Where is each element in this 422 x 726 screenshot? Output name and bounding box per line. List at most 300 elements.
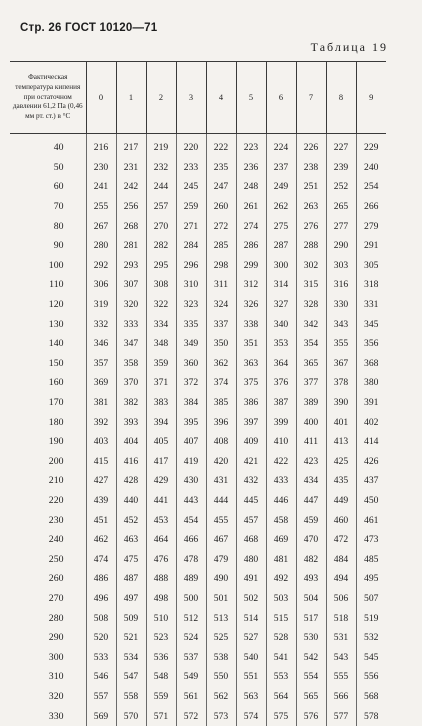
value-cell: 302	[296, 256, 326, 276]
value-cell: 420	[206, 452, 236, 472]
value-cell: 428	[116, 471, 146, 491]
value-cell: 474	[86, 549, 116, 569]
value-cell: 563	[236, 687, 266, 707]
value-cell: 517	[296, 608, 326, 628]
value-cell: 322	[146, 295, 176, 315]
value-cell: 482	[296, 549, 326, 569]
value-cell: 232	[146, 158, 176, 178]
temperature-cell: 110	[10, 275, 86, 295]
value-cell: 247	[206, 177, 236, 197]
value-cell: 513	[206, 608, 236, 628]
value-cell: 391	[364, 397, 379, 409]
temperature-cell: 310	[10, 667, 86, 687]
value-cell: 490	[206, 569, 236, 589]
page-header: Стр. 26 ГОСТ 10120—71	[20, 22, 158, 34]
column-header: 4	[206, 62, 236, 134]
value-cell: 565	[296, 687, 326, 707]
value-cell: 245	[176, 177, 206, 197]
temperature-cell: 300	[10, 647, 86, 667]
table-row	[10, 354, 386, 374]
temperature-cell: 320	[10, 687, 86, 707]
value-cell: 230	[86, 158, 116, 178]
value-cell: 257	[146, 197, 176, 217]
value-cell: 553	[266, 667, 296, 687]
table-row	[10, 471, 386, 491]
value-cell: 574	[236, 706, 266, 726]
value-cell: 370	[116, 373, 146, 393]
value-cell: 274	[236, 216, 266, 236]
value-cell: 293	[116, 256, 146, 276]
value-cell: 440	[116, 491, 146, 511]
value-cell: 416	[116, 452, 146, 472]
value-cell: 351	[236, 334, 266, 354]
table-row	[10, 177, 386, 197]
temperature-cell: 60	[10, 177, 86, 197]
value-cell: 216	[86, 134, 116, 158]
value-cell: 531	[326, 628, 356, 648]
temperature-cell: 140	[10, 334, 86, 354]
temperature-cell: 120	[10, 295, 86, 315]
temperature-cell: 240	[10, 530, 86, 550]
value-cell: 486	[86, 569, 116, 589]
value-cell: 363	[236, 354, 266, 374]
value-cell: 227	[326, 134, 356, 158]
table-row	[10, 647, 386, 667]
value-cell: 432	[236, 471, 266, 491]
value-cell: 281	[116, 236, 146, 256]
value-cell: 534	[116, 647, 146, 667]
value-cell: 350	[206, 334, 236, 354]
value-cell: 543	[326, 647, 356, 667]
value-cell: 392	[86, 412, 116, 432]
value-cell: 532	[364, 632, 379, 644]
value-cell: 467	[206, 530, 236, 550]
value-cell: 433	[266, 471, 296, 491]
table-row	[10, 628, 386, 648]
value-cell: 469	[266, 530, 296, 550]
value-cell: 569	[86, 706, 116, 726]
value-cell: 498	[146, 589, 176, 609]
table-row	[10, 589, 386, 609]
column-header: 0	[86, 62, 116, 134]
temperature-cell: 210	[10, 471, 86, 491]
value-cell: 475	[116, 549, 146, 569]
value-cell: 459	[296, 510, 326, 530]
temperature-cell: 230	[10, 510, 86, 530]
value-cell: 290	[326, 236, 356, 256]
temperature-cell: 40	[10, 134, 86, 158]
value-cell: 400	[296, 412, 326, 432]
value-cell: 381	[86, 393, 116, 413]
temperature-cell: 150	[10, 354, 86, 374]
value-cell: 512	[176, 608, 206, 628]
value-cell: 501	[206, 589, 236, 609]
value-cell: 310	[176, 275, 206, 295]
column-header: 5	[236, 62, 266, 134]
column-header: 3	[176, 62, 206, 134]
table-row	[10, 134, 386, 158]
value-cell: 384	[176, 393, 206, 413]
value-cell: 495	[364, 573, 379, 585]
value-cell: 410	[266, 432, 296, 452]
value-cell: 408	[206, 432, 236, 452]
value-cell: 525	[206, 628, 236, 648]
value-cell: 403	[86, 432, 116, 452]
value-cell: 345	[364, 318, 379, 330]
value-cell: 401	[326, 412, 356, 432]
value-cell: 425	[326, 452, 356, 472]
value-cell: 562	[206, 687, 236, 707]
value-cell: 355	[326, 334, 356, 354]
value-cell: 346	[86, 334, 116, 354]
value-cell: 480	[236, 549, 266, 569]
value-cell: 316	[326, 275, 356, 295]
value-cell: 299	[236, 256, 266, 276]
value-cell: 520	[86, 628, 116, 648]
value-cell: 496	[86, 589, 116, 609]
value-cell: 255	[86, 197, 116, 217]
temperature-cell: 80	[10, 216, 86, 236]
value-cell: 376	[266, 373, 296, 393]
value-cell: 359	[146, 354, 176, 374]
value-cell: 454	[176, 510, 206, 530]
value-cell: 422	[266, 452, 296, 472]
value-cell: 431	[206, 471, 236, 491]
value-cell: 551	[236, 667, 266, 687]
table-row	[10, 216, 386, 236]
value-cell: 549	[176, 667, 206, 687]
value-cell: 285	[206, 236, 236, 256]
temperature-cell: 170	[10, 393, 86, 413]
table-row	[10, 158, 386, 178]
value-cell: 337	[206, 314, 236, 334]
value-cell: 279	[364, 220, 379, 232]
value-cell: 515	[266, 608, 296, 628]
value-cell: 277	[326, 216, 356, 236]
value-cell: 492	[266, 569, 296, 589]
value-cell: 533	[86, 647, 116, 667]
value-cell: 399	[266, 412, 296, 432]
value-cell: 554	[296, 667, 326, 687]
value-cell: 254	[364, 181, 379, 193]
table-row	[10, 687, 386, 707]
value-cell: 347	[116, 334, 146, 354]
table-row	[10, 256, 386, 276]
value-cell: 464	[146, 530, 176, 550]
value-cell: 396	[206, 412, 236, 432]
value-cell: 307	[116, 275, 146, 295]
value-cell: 462	[86, 530, 116, 550]
value-cell: 360	[176, 354, 206, 374]
value-cell: 262	[266, 197, 296, 217]
value-cell: 386	[236, 393, 266, 413]
value-cell: 224	[266, 134, 296, 158]
value-cell: 256	[116, 197, 146, 217]
table-row	[10, 236, 386, 256]
value-cell: 537	[176, 647, 206, 667]
value-cell: 455	[206, 510, 236, 530]
value-cell: 419	[176, 452, 206, 472]
value-cell: 328	[296, 295, 326, 315]
value-cell: 303	[326, 256, 356, 276]
value-cell: 362	[206, 354, 236, 374]
value-cell: 429	[146, 471, 176, 491]
value-cell: 235	[206, 158, 236, 178]
value-cell: 291	[364, 240, 379, 252]
value-cell: 354	[296, 334, 326, 354]
value-cell: 415	[86, 452, 116, 472]
value-cell: 524	[176, 628, 206, 648]
value-cell: 508	[86, 608, 116, 628]
value-cell: 372	[176, 373, 206, 393]
temperature-cell: 100	[10, 256, 86, 276]
value-cell: 540	[236, 647, 266, 667]
value-cell: 445	[236, 491, 266, 511]
value-cell: 449	[326, 491, 356, 511]
table-row	[10, 295, 386, 315]
value-cell: 405	[146, 432, 176, 452]
value-cell: 311	[206, 275, 236, 295]
temperature-cell: 270	[10, 589, 86, 609]
value-cell: 521	[116, 628, 146, 648]
value-cell: 478	[176, 549, 206, 569]
value-cell: 238	[296, 158, 326, 178]
temperature-cell: 200	[10, 452, 86, 472]
value-cell: 268	[116, 216, 146, 236]
value-cell: 282	[146, 236, 176, 256]
value-cell: 479	[206, 549, 236, 569]
value-cell: 550	[206, 667, 236, 687]
value-cell: 413	[326, 432, 356, 452]
value-cell: 375	[236, 373, 266, 393]
value-cell: 390	[326, 393, 356, 413]
value-cell: 447	[296, 491, 326, 511]
value-cell: 348	[146, 334, 176, 354]
value-cell: 226	[296, 134, 326, 158]
table-row	[10, 334, 386, 354]
value-cell: 443	[176, 491, 206, 511]
value-cell: 237	[266, 158, 296, 178]
value-cell: 271	[176, 216, 206, 236]
value-cell: 340	[266, 314, 296, 334]
value-cell: 545	[364, 651, 379, 663]
value-cell: 343	[326, 314, 356, 334]
value-cell: 364	[266, 354, 296, 374]
value-cell: 296	[176, 256, 206, 276]
value-cell: 457	[236, 510, 266, 530]
value-cell: 272	[206, 216, 236, 236]
value-cell: 461	[364, 514, 379, 526]
value-cell: 489	[176, 569, 206, 589]
temperature-column-header: Фактическая температура кипения при остаточном давлении 61,2 Па (0,46 мм рт. ст.) в °С	[10, 62, 86, 134]
temperature-cell: 50	[10, 158, 86, 178]
table-row	[10, 510, 386, 530]
value-cell: 242	[116, 177, 146, 197]
value-cell: 395	[176, 412, 206, 432]
value-cell: 444	[206, 491, 236, 511]
value-cell: 380	[364, 377, 379, 389]
value-cell: 437	[364, 475, 379, 487]
temperature-cell: 130	[10, 314, 86, 334]
value-cell: 404	[116, 432, 146, 452]
column-header: 6	[266, 62, 296, 134]
value-cell: 470	[296, 530, 326, 550]
value-cell: 510	[146, 608, 176, 628]
value-cell: 387	[266, 393, 296, 413]
value-cell: 450	[364, 494, 379, 506]
value-cell: 541	[266, 647, 296, 667]
temperature-cell: 180	[10, 412, 86, 432]
value-cell: 259	[176, 197, 206, 217]
value-cell: 332	[86, 314, 116, 334]
table-row	[10, 314, 386, 334]
temperature-cell: 90	[10, 236, 86, 256]
value-cell: 287	[266, 236, 296, 256]
value-cell: 266	[364, 201, 379, 213]
column-header: 7	[296, 62, 326, 134]
value-cell: 284	[176, 236, 206, 256]
table-row	[10, 412, 386, 432]
temperature-cell: 160	[10, 373, 86, 393]
temperature-cell: 260	[10, 569, 86, 589]
value-cell: 568	[364, 690, 379, 702]
table-body	[10, 134, 386, 726]
temperature-cell: 330	[10, 706, 86, 726]
value-cell: 267	[86, 216, 116, 236]
value-cell: 393	[116, 412, 146, 432]
value-cell: 402	[364, 416, 379, 428]
temperature-cell: 70	[10, 197, 86, 217]
value-cell: 547	[116, 667, 146, 687]
value-cell: 356	[364, 338, 379, 350]
value-cell: 556	[364, 671, 379, 683]
value-cell: 476	[146, 549, 176, 569]
value-cell: 481	[266, 549, 296, 569]
value-cell: 494	[326, 569, 356, 589]
value-cell: 523	[146, 628, 176, 648]
column-header: 9	[356, 62, 386, 134]
temperature-cell: 220	[10, 491, 86, 511]
value-cell: 365	[296, 354, 326, 374]
value-cell: 349	[176, 334, 206, 354]
value-cell: 487	[116, 569, 146, 589]
value-cell: 385	[206, 393, 236, 413]
value-cell: 497	[116, 589, 146, 609]
value-cell: 466	[176, 530, 206, 550]
value-cell: 397	[236, 412, 266, 432]
value-cell: 421	[236, 452, 266, 472]
value-cell: 374	[206, 373, 236, 393]
value-cell: 295	[146, 256, 176, 276]
value-cell: 566	[326, 687, 356, 707]
value-cell: 265	[326, 197, 356, 217]
value-cell: 342	[296, 314, 326, 334]
value-cell: 314	[266, 275, 296, 295]
value-cell: 286	[236, 236, 266, 256]
value-cell: 327	[266, 295, 296, 315]
value-cell: 441	[146, 491, 176, 511]
value-cell: 323	[176, 295, 206, 315]
value-cell: 577	[326, 706, 356, 726]
value-cell: 527	[236, 628, 266, 648]
value-cell: 407	[176, 432, 206, 452]
value-cell: 564	[266, 687, 296, 707]
value-cell: 270	[146, 216, 176, 236]
value-cell: 557	[86, 687, 116, 707]
value-cell: 558	[116, 687, 146, 707]
table-caption: Таблица 19	[310, 40, 388, 54]
table-row	[10, 549, 386, 569]
value-cell: 503	[266, 589, 296, 609]
value-cell: 530	[296, 628, 326, 648]
value-cell: 223	[236, 134, 266, 158]
value-cell: 435	[326, 471, 356, 491]
value-cell: 502	[236, 589, 266, 609]
value-cell: 280	[86, 236, 116, 256]
value-cell: 555	[326, 667, 356, 687]
value-cell: 561	[176, 687, 206, 707]
value-cell: 507	[364, 592, 379, 604]
value-cell: 463	[116, 530, 146, 550]
value-cell: 528	[266, 628, 296, 648]
value-cell: 575	[266, 706, 296, 726]
temperature-cell: 190	[10, 432, 86, 452]
value-cell: 573	[206, 706, 236, 726]
temperature-cell: 280	[10, 608, 86, 628]
value-cell: 434	[296, 471, 326, 491]
value-cell: 306	[86, 275, 116, 295]
value-cell: 334	[146, 314, 176, 334]
table-row	[10, 667, 386, 687]
value-cell: 571	[146, 706, 176, 726]
value-cell: 417	[146, 452, 176, 472]
value-cell: 485	[364, 553, 379, 565]
value-cell: 514	[236, 608, 266, 628]
value-cell: 260	[206, 197, 236, 217]
value-cell: 222	[206, 134, 236, 158]
value-cell: 427	[86, 471, 116, 491]
value-cell: 358	[116, 354, 146, 374]
value-cell: 439	[86, 491, 116, 511]
value-cell: 276	[296, 216, 326, 236]
value-cell: 446	[266, 491, 296, 511]
table-row	[10, 530, 386, 550]
value-cell: 538	[206, 647, 236, 667]
value-cell: 488	[146, 569, 176, 589]
value-cell: 275	[266, 216, 296, 236]
value-cell: 519	[364, 612, 379, 624]
value-cell: 572	[176, 706, 206, 726]
value-cell: 335	[176, 314, 206, 334]
value-cell: 383	[146, 393, 176, 413]
value-cell: 219	[146, 134, 176, 158]
value-cell: 252	[326, 177, 356, 197]
value-cell: 324	[206, 295, 236, 315]
value-cell: 369	[86, 373, 116, 393]
value-cell: 542	[296, 647, 326, 667]
value-cell: 312	[236, 275, 266, 295]
table-row	[10, 432, 386, 452]
table-row	[10, 197, 386, 217]
value-cell: 509	[116, 608, 146, 628]
value-cell: 500	[176, 589, 206, 609]
boiling-point-table	[10, 61, 386, 726]
value-cell: 506	[326, 589, 356, 609]
value-cell: 452	[116, 510, 146, 530]
value-cell: 331	[364, 299, 379, 311]
value-cell: 458	[266, 510, 296, 530]
value-cell: 453	[146, 510, 176, 530]
